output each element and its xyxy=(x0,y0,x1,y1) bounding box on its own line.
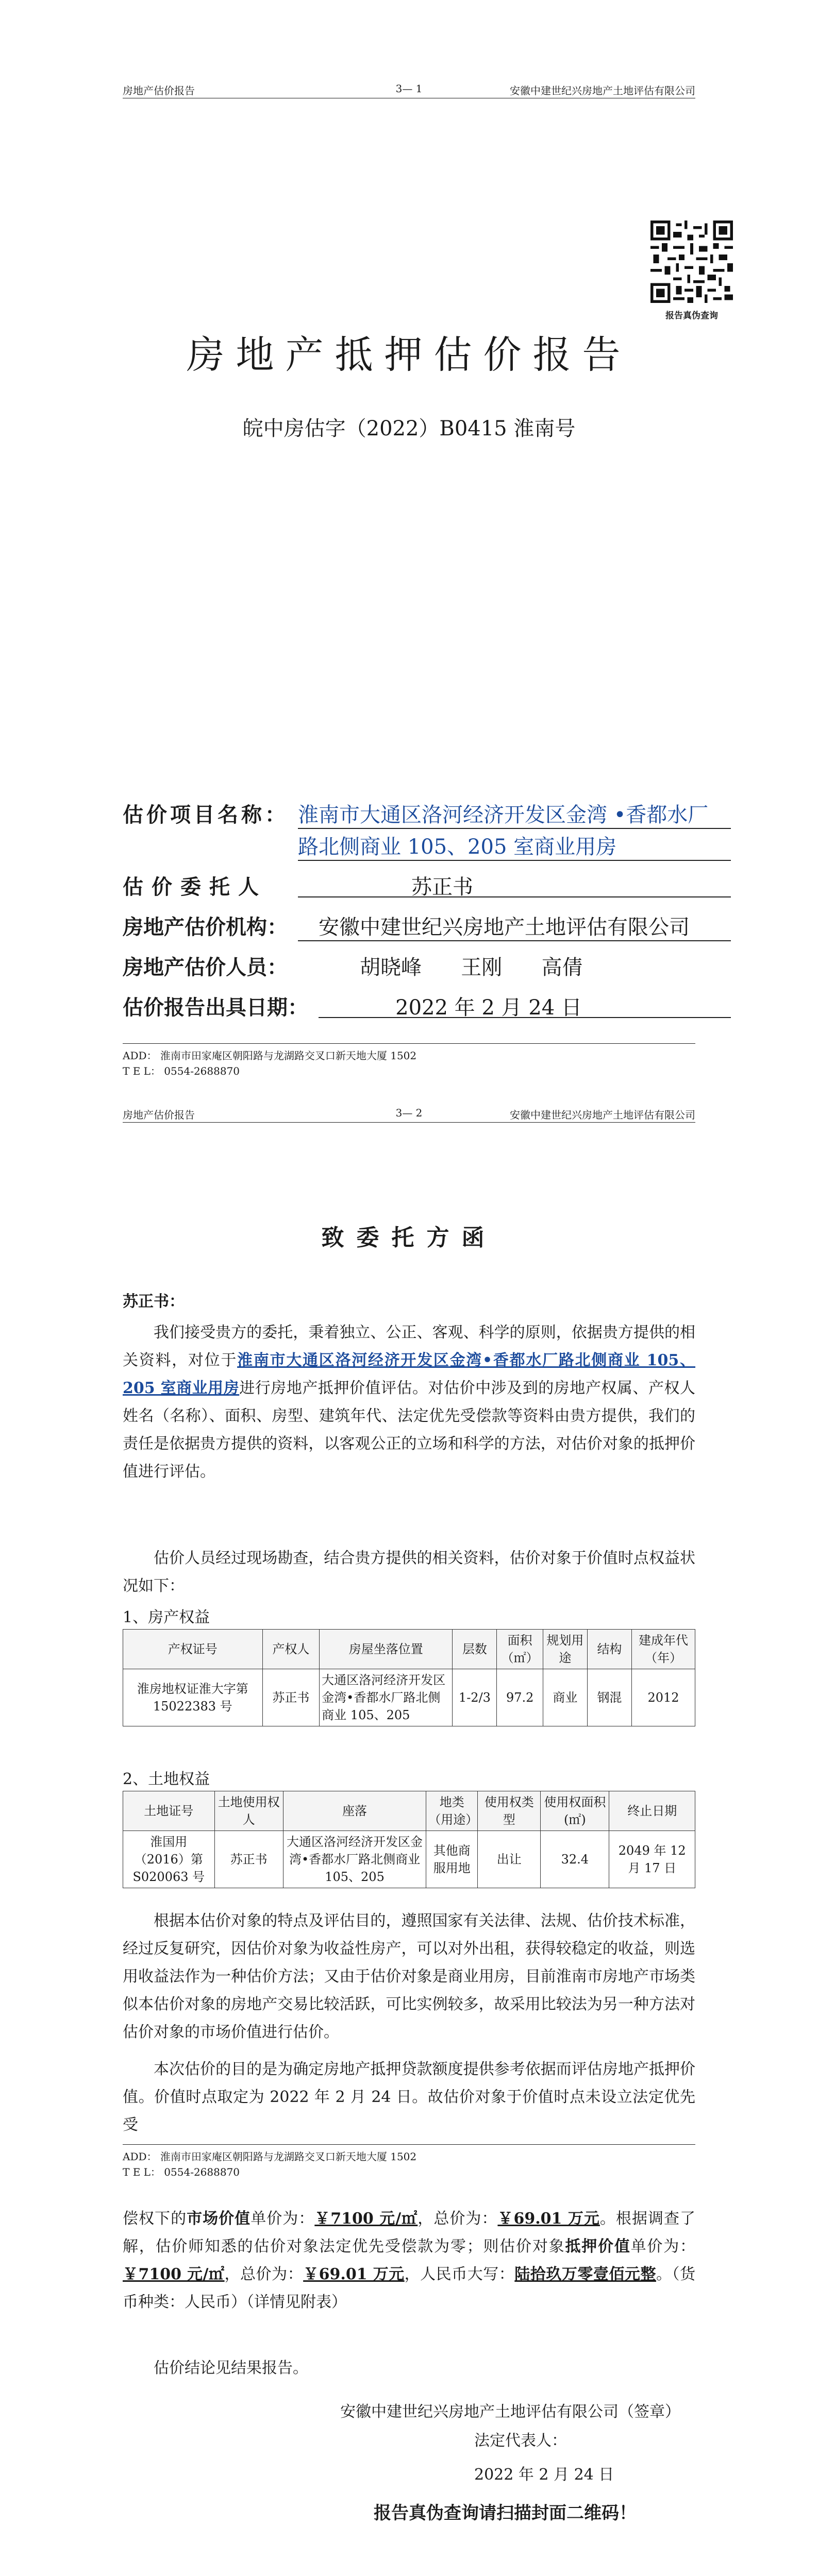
date-value: 2022 年 2 月 24 日 xyxy=(395,996,582,1020)
cell-land-cert: 淮国用（2016）第 S020063 号 xyxy=(123,1831,215,1888)
date-label: 估价报告出具日期： xyxy=(123,995,308,1020)
th-year: 建成年代（年） xyxy=(631,1630,695,1669)
table-header-row xyxy=(123,1791,695,1831)
cell-use: 商业 xyxy=(543,1669,587,1726)
p5-a: 偿权下的 xyxy=(123,2210,187,2228)
th-structure: 结构 xyxy=(587,1630,631,1669)
th-land-location: 座落 xyxy=(283,1791,426,1831)
p5-e: ，总价为： xyxy=(418,2210,498,2228)
p5-g: 。根据调查了解，估价师知悉的估价对象法定优先受偿款为零；则估价对象 xyxy=(123,2210,696,2256)
p1-property-address: 淮南市大通区洛河经济开发区金湾•香都水厂路北侧商业 105、205 室商业用房 xyxy=(123,1351,696,1397)
footer-address: ADD： 淮南市田家庵区朝阳路与龙湖路交叉口新天地大厦 1502 xyxy=(123,1049,417,1062)
th-cert: 产权证号 xyxy=(123,1630,263,1669)
cell-location: 大通区洛河经济开发区金湾•香都水厂路北侧商业 105、205 xyxy=(320,1669,453,1726)
mortgage-unit-price: ￥7100 元/㎡ xyxy=(123,2265,225,2283)
th-land-end-date: 终止日期 xyxy=(609,1791,695,1831)
cell-land-right-type: 出让 xyxy=(478,1831,541,1888)
cell-area: 97.2 xyxy=(497,1669,543,1726)
p5-i: 单价为： xyxy=(630,2238,696,2256)
signature-company: 安徽中建世纪兴房地产土地评估有限公司（签章） xyxy=(340,2403,680,2421)
appraisers-label: 房地产估价人员： xyxy=(123,955,288,979)
cell-year: 2012 xyxy=(631,1669,695,1726)
letter-paragraph-6: 估价结论见结果报告。 xyxy=(154,2359,308,2377)
header-page-number: 3— 1 xyxy=(395,82,423,95)
salutation: 苏正书： xyxy=(123,1293,185,1311)
cell-owner: 苏正书 xyxy=(262,1669,320,1726)
qr-caption: 报告真伪查询 xyxy=(665,311,718,321)
page-footer xyxy=(123,1043,695,1079)
p5-m: ，人民币大写： xyxy=(404,2265,515,2283)
letter-paragraph-3: 根据本估价对象的特点及评估目的，遵照国家有关法律、法规、估价技术标准，经过反复研究，因估价对象为收益性房产，可以对外出租，获得较稳定的收益，则选用收益法作为一种估价方法；又由于估价对象是商业用房，目前淮南市房地产市场类似本估价对象的房地产交易比较活跃，可比实例较多，故采用比较法为另一种方法对估价对象的市场价值进行估价。 xyxy=(123,1912,695,2041)
header-page-number: 3— 2 xyxy=(395,1107,423,1119)
footer-address: ADD： 淮南市田家庵区朝阳路与龙湖路交叉口新天地大厦 1502 xyxy=(123,2150,417,2163)
footer-tel: T E L： 0554-2688870 xyxy=(123,1065,240,1077)
cover-page xyxy=(0,0,818,1097)
th-land-user: 土地使用权人 xyxy=(214,1791,283,1831)
amount-in-words: 陆拾玖万零壹佰元整 xyxy=(514,2265,656,2283)
th-land-right-type: 使用权类型 xyxy=(478,1791,541,1831)
table-row xyxy=(123,1669,695,1726)
th-land-area: 使用权面积(㎡) xyxy=(541,1791,609,1831)
table-header-row xyxy=(123,1630,695,1669)
p1-text-c: 进行房地产抵押价值评估。对估价中涉及到的房地产权属、产权人姓名（名称）、面积、房型、建筑年代、法定优先受偿款等资料由贵方提供，我们的责任是依据贵方提供的资料，以客观公正的立场和科学的方法，对估价对象的抵押价值进行评估。 xyxy=(123,1379,695,1481)
mortgage-total-price: ￥69.01 万元 xyxy=(303,2265,405,2283)
cover-title: 房地产抵押估价报告 xyxy=(186,333,632,377)
cell-land-location: 大通区洛河经济开发区金湾•香都水厂路北侧商业 105、205 xyxy=(283,1831,426,1888)
th-floors: 层数 xyxy=(453,1630,497,1669)
value-paragraph xyxy=(123,2205,695,2316)
signature-rep: 法定代表人： xyxy=(474,2432,567,2450)
cell-structure: 钢混 xyxy=(587,1669,631,1726)
market-total-price: ￥69.01 万元 xyxy=(497,2210,600,2228)
project-label: 估价项目名称： xyxy=(123,803,289,827)
letter-page xyxy=(0,1097,818,2195)
signature-date: 2022 年 2 月 24 日 xyxy=(474,2466,614,2484)
letter-title: 致委托方函 xyxy=(321,1225,497,1251)
p5-c: 单价为： xyxy=(251,2210,315,2228)
cell-land-area: 32.4 xyxy=(541,1831,609,1888)
p1-text-a: 我们接受贵方的委托，秉着独立、公正、客观、科学的原则，依据贵方提供的相关资料，对位于 xyxy=(123,1324,695,1369)
cell-cert: 淮房地权证淮大字第 15022383 号 xyxy=(123,1669,263,1726)
qr-code-icon[interactable] xyxy=(650,221,733,303)
agency-label: 房地产估价机构： xyxy=(123,915,288,939)
land-rights-table xyxy=(123,1791,695,1888)
conclusion-page xyxy=(0,2195,818,2576)
client-value: 苏正书 xyxy=(411,875,473,899)
section-land-rights: 2、土地权益 xyxy=(123,1770,210,1788)
table-row xyxy=(123,1831,695,1888)
market-value-label: 市场价值 xyxy=(187,2210,251,2228)
verify-notice: 报告真伪查询请扫描封面二维码！ xyxy=(374,2503,637,2523)
header-left: 房地产估价报告 xyxy=(123,1109,195,1121)
p5-o: 。（货币种类：人民币）（详情见附表） xyxy=(123,2265,696,2311)
cell-land-type: 其他商服用地 xyxy=(426,1831,478,1888)
report-number: 皖中房估字（2022）B0415 淮南号 xyxy=(242,417,576,440)
letter-paragraph-4: 本次估价的目的是为确定房地产抵押贷款额度提供参考依据而评估房地产抵押价值。价值时点取定为 2022 年 2 月 24 日。故估价对象于价值时点未设立法定优先受 xyxy=(123,2060,695,2134)
client-label: 估价委托人 xyxy=(123,875,267,899)
letter-paragraph-2: 估价人员经过现场勘查，结合贵方提供的相关资料，估价对象于价值时点权益状况如下： xyxy=(123,1549,695,1595)
th-area: 面积（㎡） xyxy=(497,1630,543,1669)
header-left: 房地产估价报告 xyxy=(123,84,195,97)
letter-paragraph-1 xyxy=(123,1319,695,1486)
page-header xyxy=(123,1101,695,1123)
footer-tel: T E L： 0554-2688870 xyxy=(123,2166,240,2178)
th-land-cert: 土地证号 xyxy=(123,1791,215,1831)
th-location: 房屋坐落位置 xyxy=(320,1630,453,1669)
mortgage-value-label: 抵押价值 xyxy=(565,2238,631,2256)
page-footer xyxy=(123,2144,695,2180)
project-value-line2: 路北侧商业 105、205 室商业用房 xyxy=(298,831,731,861)
appraisers-value: 胡晓峰 王刚 高倩 xyxy=(360,956,583,979)
cell-land-user: 苏正书 xyxy=(214,1831,283,1888)
project-value-line1: 淮南市大通区洛河经济开发区金湾 •香都水厂 xyxy=(298,799,731,829)
header-right: 安徽中建世纪兴房地产土地评估有限公司 xyxy=(510,84,695,97)
th-land-type: 地类（用途） xyxy=(426,1791,478,1831)
page-header xyxy=(123,77,695,98)
house-rights-table xyxy=(123,1629,695,1726)
cell-floors: 1-2/3 xyxy=(453,1669,497,1726)
section-house-rights: 1、房产权益 xyxy=(123,1608,210,1626)
cell-land-end-date: 2049 年 12 月 17 日 xyxy=(609,1831,695,1888)
header-right: 安徽中建世纪兴房地产土地评估有限公司 xyxy=(510,1109,695,1121)
th-use: 规划用途 xyxy=(543,1630,587,1669)
market-unit-price: ￥7100 元/㎡ xyxy=(314,2210,418,2228)
th-owner: 产权人 xyxy=(262,1630,320,1669)
agency-value: 安徽中建世纪兴房地产土地评估有限公司 xyxy=(298,911,731,941)
p5-k: ，总价为： xyxy=(224,2265,304,2283)
